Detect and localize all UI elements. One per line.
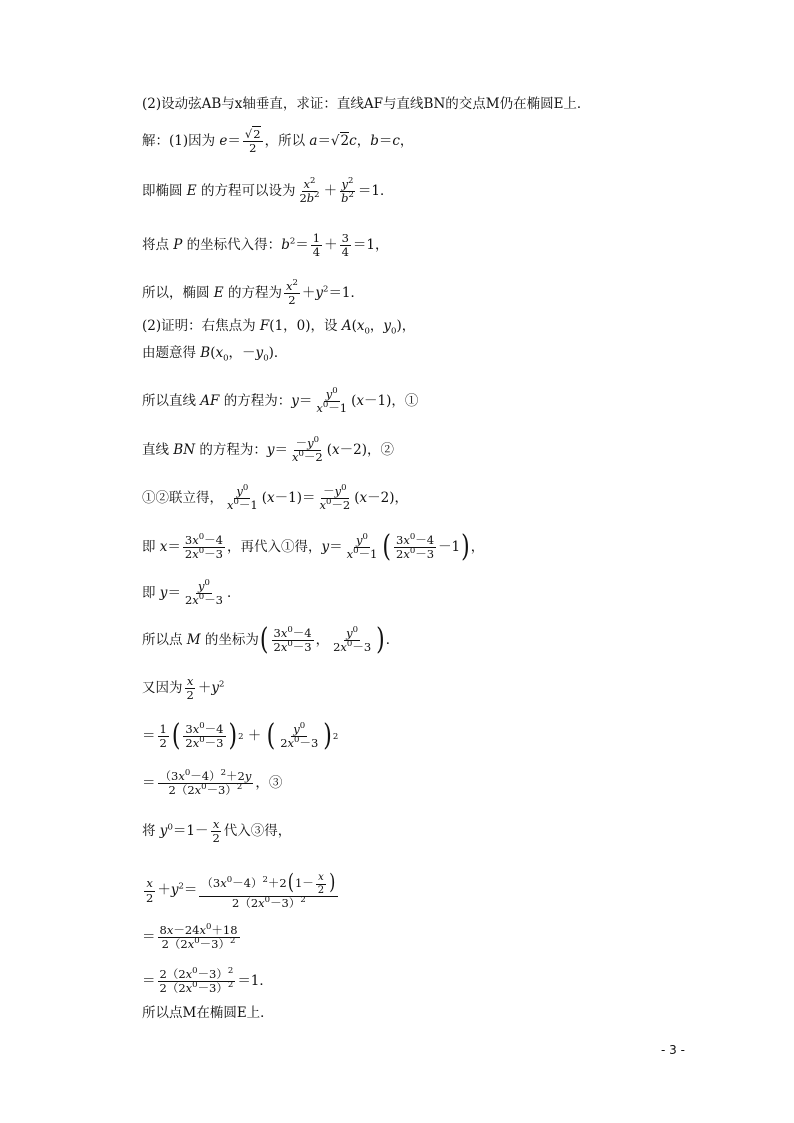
line-bn-equation: 直线 BN 的方程为：y＝ $\frac{-y^0}{x^0-2}$ (x－2)，② <box>142 435 394 465</box>
final-equals-one: ＝ $\frac{2(2x^0-3)^2}{2(2x^0-3)^2}$ ＝1． <box>142 966 273 996</box>
text-line: (2)设动弦AB与x轴垂直，求证：直线AF与直线BN的交点M仍在椭圆E上． <box>142 96 591 112</box>
text-line: 所以点M在椭圆E上． <box>142 1005 274 1021</box>
conclusion <box>142 1007 274 1021</box>
fraction: $\frac{-y^0}{x^0-2}$ <box>291 435 323 465</box>
fraction: $\frac{x}{2}$ <box>146 876 154 905</box>
fraction: $(3x^0-4)^2+2(1-$ $\frac{x}{2}$ ) $2(2x^0-3)^2$ <box>199 872 338 910</box>
fraction: $\frac{2(2x^0-3)^2}{2(2x^0-3)^2}$ <box>159 966 234 996</box>
fraction: $\frac{y^0}{x^0-1}$ <box>346 532 378 562</box>
verify-start: 又因为 $\frac{x}{2}$ $+y^2$ <box>142 674 225 703</box>
proof-start: (2)证明：右焦点为 F(1，0)，设 $A(x_0$，$y_0$)， <box>142 318 416 337</box>
fraction: $\frac{√2}{2}$ <box>244 127 261 156</box>
fraction: $\frac{8x-24x^0+18}{2(2x^0-3)^2}$ <box>159 922 238 952</box>
fraction: $\frac{y^0}{2x^0-3}$ <box>280 721 319 751</box>
fraction: $\frac{1}{4}$ <box>312 231 321 260</box>
solve-y: 即 y＝ $\frac{y^0}{2x^0-3}$ ． <box>142 578 241 608</box>
verify-expansion: ＝ $\frac{1}{2}$ ( $\frac{3x^0-4}{2x^0-3}$ ) 2 ＋ ( $\frac{y^0}{2x^0-3}$ ) 2 <box>142 719 339 753</box>
simplified-numerator: ＝ $\frac{8x-24x^0+18}{2(2x^0-3)^2}$ <box>142 922 238 952</box>
point-m-coordinates: 所以点 M 的坐标为 ( $\frac{3x^0-4}{2x^0-3}$ ， $\frac{y^0}{2x^0-3}$ ) ． <box>142 623 400 657</box>
fraction: $\frac{x}{2}$ <box>212 817 220 846</box>
problem-statement-part2 <box>142 98 590 112</box>
proof-point-b: 由题意得 $B(x_0$，$-y_0$)． <box>142 345 288 364</box>
substituted-expression: $\frac{x}{2}$ $+y^2=$ $(3x^0-4)^2+2(1-$ $\frac{x}{2}$ ) $2(2x^0-3)^2$ <box>142 872 340 910</box>
page-number: - 3 - <box>661 1043 685 1057</box>
fraction: $\frac{y^0}{x^0-1}$ <box>316 386 348 416</box>
fraction: $\frac{3x^0-4}{2x^0-3}$ <box>273 625 312 655</box>
verify-combined: ＝ $\frac{(3x^0-4)^2+2y}{2(2x^0-3)^2}$ ，③ <box>142 768 283 798</box>
solution-line-result-1: 所以，椭圆 E 的方程为 $\frac{x^2}{2}$ $+y^2=1$． <box>142 278 365 308</box>
combined-equations: ①②联立得， $\frac{y^0}{x^0-1}$ (x－1)＝ $\frac{-y^0}{x^0-2}$ (x－2)， <box>142 483 409 513</box>
fraction: $\frac{(3x^0-4)^2+2y}{2(2x^0-3)^2}$ <box>159 768 252 798</box>
fraction: $\frac{-y^0}{x^0-2}$ <box>319 483 351 513</box>
fraction: $\frac{1}{2}$ <box>159 722 167 751</box>
fraction: $\frac{x^2}{2b^2}$ <box>299 176 320 206</box>
fraction: $\frac{y^0}{2x^0-3}$ <box>184 578 224 608</box>
fraction: $\frac{x}{2}$ <box>186 674 194 703</box>
fraction: $\frac{3}{4}$ <box>341 231 349 260</box>
solution-line-eccentricity: 解：(1)因为 e ＝ $\frac{√2}{2}$ ，所以 a ＝√2c，b＝c， <box>142 127 414 156</box>
fraction: $\frac{3x^0-4}{2x^0-3}$ <box>395 532 435 562</box>
substitute-y0: 将 $y^0=1-$ $\frac{x}{2}$ 代入③得， <box>142 817 292 846</box>
fraction: $\frac{3x^0-4}{2x^0-3}$ <box>184 532 223 562</box>
fraction: $\frac{y^2}{b^2}$ <box>341 176 354 206</box>
fraction: $\frac{x^2}{2}$ <box>285 278 298 308</box>
fraction: $\frac{3x^0-4}{2x^0-3}$ <box>185 721 224 751</box>
fraction: $\frac{y^0}{x^0-1}$ <box>227 483 258 513</box>
fraction: $\frac{y^0}{2x^0-3}$ <box>333 625 372 655</box>
line-af-equation: 所以直线 AF 的方程为：y＝ $\frac{y^0}{x^0-1}$ (x－1)，① <box>142 386 419 416</box>
solution-line-equation-form: 即椭圆 E 的方程可以设为 $\frac{x^2}{2b^2}$ ＋ $\frac{y^2}{b^2}$ ＝1． <box>142 176 394 206</box>
solve-x: 即 x＝ $\frac{3x^0-4}{2x^0-3}$ ，再代入①得，y＝ $\frac{y^0}{x^0-1}$ ( $\frac{3x^0-4}{2x^0-3}$ －1 ) ， <box>142 530 485 564</box>
solution-line-substitute-p: 将点 P 的坐标代入得：$b^2=$ $\frac{1}{4}$ ＋ $\frac{3}{4}$ ＝1， <box>142 231 389 260</box>
